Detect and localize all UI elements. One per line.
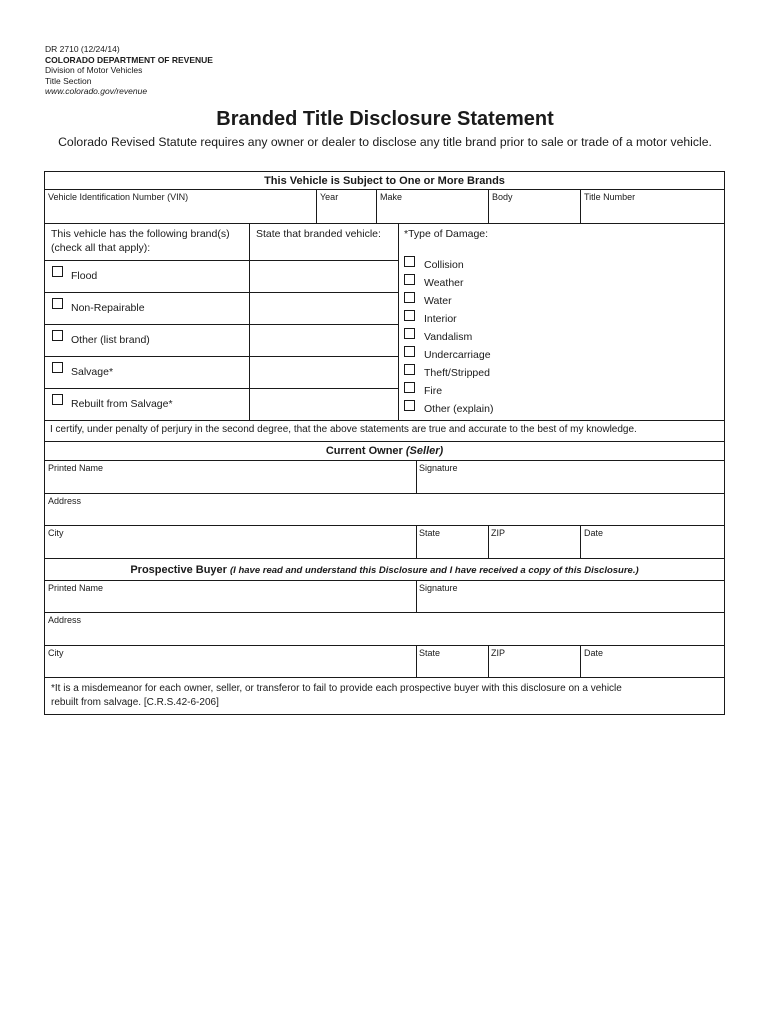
buyer-title-suffix: (I have read and understand this Disclosure and I have received a copy of this Disclosure.) <box>230 565 639 576</box>
form-header <box>45 44 213 97</box>
divider <box>44 677 725 678</box>
other-brand-checkbox[interactable] <box>52 330 63 341</box>
footnote-line1: *It is a misdemeanor for each owner, seller, or transferor to fail to provide each prospective buyer with this disclosure on a vehicle <box>51 683 622 694</box>
prospective-buyer-title <box>44 564 725 576</box>
make-field[interactable] <box>377 204 487 222</box>
flood-label: Flood <box>71 270 98 282</box>
theft-stripped-checkbox[interactable] <box>404 364 415 375</box>
divider <box>44 420 725 421</box>
buyer-date-field[interactable] <box>581 660 724 676</box>
buyer-date-label: Date <box>584 648 604 658</box>
divider <box>44 612 725 613</box>
current-owner-suffix: (Seller) <box>405 445 444 457</box>
buyer-title-label: Prospective Buyer <box>130 564 227 576</box>
state-salvage-field[interactable] <box>250 357 397 387</box>
divider <box>44 645 725 646</box>
vin-field[interactable] <box>45 204 315 222</box>
department-name: COLORADO DEPARTMENT OF REVENUE <box>45 54 213 65</box>
title-number-label: Title Number <box>584 192 636 202</box>
flood-checkbox[interactable] <box>52 266 63 277</box>
buyer-signature-label: Signature <box>419 583 458 593</box>
collision-checkbox[interactable] <box>404 256 415 267</box>
state-non-repairable-field[interactable] <box>250 293 397 323</box>
vandalism-label: Vandalism <box>424 331 473 343</box>
vin-label: Vehicle Identification Number (VIN) <box>48 192 189 202</box>
divider <box>44 223 725 224</box>
divider <box>44 580 725 581</box>
collision-label: Collision <box>424 259 464 271</box>
seller-state-field[interactable] <box>417 540 487 557</box>
buyer-city-field[interactable] <box>45 660 415 676</box>
seller-date-field[interactable] <box>581 540 724 557</box>
buyer-address-field[interactable] <box>45 627 724 644</box>
divider <box>44 558 725 559</box>
buyer-printed-name-label: Printed Name <box>48 583 104 593</box>
buyer-address-label: Address <box>48 615 82 625</box>
brands-heading-line2: (check all that apply): <box>51 242 151 254</box>
buyer-zip-field[interactable] <box>489 660 579 676</box>
certification-text: I certify, under penalty of perjury in the second degree, that the above statements are true and accurate to the best of my knowledge. <box>50 424 637 435</box>
other-damage-label: Other (explain) <box>424 403 494 415</box>
seller-city-label: City <box>48 528 64 538</box>
section-name: Title Section <box>45 75 92 86</box>
undercarriage-checkbox[interactable] <box>404 346 415 357</box>
buyer-printed-name-field[interactable] <box>45 595 415 611</box>
damage-heading: *Type of Damage: <box>404 228 489 240</box>
buyer-signature-field[interactable] <box>417 595 724 611</box>
fire-label: Fire <box>424 385 443 397</box>
buyer-zip-label: ZIP <box>491 648 506 658</box>
theft-stripped-label: Theft/Stripped <box>424 367 490 379</box>
seller-signature-field[interactable] <box>417 475 724 492</box>
interior-checkbox[interactable] <box>404 310 415 321</box>
brands-heading-line1: This vehicle has the following brand(s) <box>51 228 230 240</box>
seller-signature-label: Signature <box>419 463 458 473</box>
divider <box>44 441 725 442</box>
seller-address-label: Address <box>48 496 82 506</box>
weather-checkbox[interactable] <box>404 274 415 285</box>
state-heading: State that branded vehicle: <box>256 228 381 240</box>
seller-date-label: Date <box>584 528 604 538</box>
buyer-state-field[interactable] <box>417 660 487 676</box>
body-field[interactable] <box>489 204 579 222</box>
undercarriage-label: Undercarriage <box>424 349 491 361</box>
divider <box>44 525 725 526</box>
year-field[interactable] <box>317 204 375 222</box>
website-text: www.colorado.gov/revenue <box>45 86 148 96</box>
divider <box>398 223 399 420</box>
seller-state-label: State <box>419 528 441 538</box>
seller-address-field[interactable] <box>45 508 724 524</box>
divider <box>44 493 725 494</box>
salvage-label: Salvage* <box>71 366 114 378</box>
rebuilt-from-salvage-checkbox[interactable] <box>52 394 63 405</box>
seller-zip-label: ZIP <box>491 528 506 538</box>
other-brand-label: Other (list brand) <box>71 334 150 346</box>
non-repairable-checkbox[interactable] <box>52 298 63 309</box>
non-repairable-label: Non-Repairable <box>71 302 145 314</box>
division-name: Division of Motor Vehicles <box>45 65 143 75</box>
state-rebuilt-field[interactable] <box>250 389 397 419</box>
seller-printed-name-label: Printed Name <box>48 463 104 473</box>
title-number-field[interactable] <box>581 204 724 222</box>
seller-zip-field[interactable] <box>489 540 579 557</box>
year-label: Year <box>320 192 339 202</box>
current-owner-label: Current Owner <box>325 445 403 457</box>
page-title: Branded Title Disclosure Statement <box>216 108 554 130</box>
other-damage-checkbox[interactable] <box>404 400 415 411</box>
body-label: Body <box>492 192 513 202</box>
interior-label: Interior <box>424 313 457 325</box>
make-label: Make <box>380 192 403 202</box>
seller-city-field[interactable] <box>45 540 415 557</box>
fire-checkbox[interactable] <box>404 382 415 393</box>
water-checkbox[interactable] <box>404 292 415 303</box>
footnote-line2: rebuilt from salvage. [C.R.S.42-6-206] <box>51 697 219 708</box>
page-subtitle: Colorado Revised Statute requires any owner or dealer to disclose any title brand prior to sale or trade of a motor vehicle. <box>58 135 712 149</box>
divider <box>44 460 725 461</box>
current-owner-title <box>44 445 725 457</box>
form-number: DR 2710 (12/24/14) <box>45 44 120 54</box>
state-other-field[interactable] <box>250 325 397 355</box>
weather-label: Weather <box>424 277 464 289</box>
vandalism-checkbox[interactable] <box>404 328 415 339</box>
rebuilt-from-salvage-label: Rebuilt from Salvage* <box>71 398 173 410</box>
vehicle-section-title: This Vehicle is Subject to One or More Brands <box>264 175 505 187</box>
water-label: Water <box>424 295 452 307</box>
divider <box>44 189 725 190</box>
state-flood-field[interactable] <box>250 261 397 291</box>
seller-printed-name-field[interactable] <box>45 475 415 492</box>
salvage-checkbox[interactable] <box>52 362 63 373</box>
buyer-state-label: State <box>419 648 441 658</box>
buyer-city-label: City <box>48 648 64 658</box>
